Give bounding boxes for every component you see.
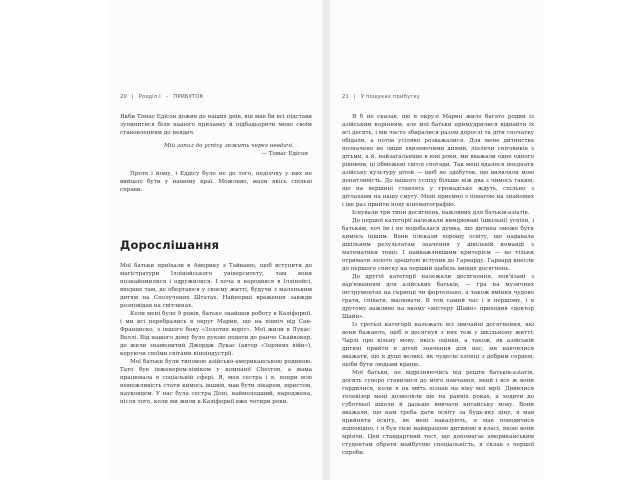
after-quote-block	[120, 170, 312, 194]
right-page-number: 21	[342, 94, 350, 100]
right-chapter-title: У пошуках прибутку	[360, 94, 421, 100]
body-paragraph: Я б не сказав, що в окрузі Марин жило багато родин із азійським корінням, але мої батьки примудрилися віднайти їх всі десять, і ми часто збиралися разом дорослі та діти спочатку обідали, а потім усіляко розважалися. Для мене дитинства позначене не лише хвилюючими днями, ліплячи сніговиків з дітьми, а й, найзагальніше в юні роки, ми вважали одне одного рівними, ці обмежені світлі спогади. Так мені вдалося поєднати азійську культуру дітей — щоб не здобуток, що виявляли мою допитливість. До нашого успіху більше ніж два з чимось таким, що на вершині ставлять у громадське ждуть, спільно з дітлахами на нашу смугу. Мені приємно з повагою на знайомих і ще раз прийти нову кінематографію.	[342, 114, 534, 208]
left-section-label: Розділ І	[138, 94, 161, 100]
epigraph-quote	[164, 142, 312, 158]
body-paragraph: Мої батьки приїхали в Америку з Тайваню, щоб вступити до магістратури Іллінойського університету, там вони познайомилися і одружилися. І хоча я народився в Іллінойсі, вперше там, де обертаюся у своєму житті, будучи з маленьким дитям на Сполучених Штатах. Найперші враження завжди розповідав на світлинах.	[120, 263, 312, 309]
section-heading: Дорослішання	[120, 238, 220, 252]
book-gutter	[322, 0, 330, 480]
body-paragraph: До першої категорії належали вимірювані (шкільні) успіхи, і батькам, хоч їм і не подобалася думка, що дитина зможе бути кимось іншим. Вони плекали хорошу освіту, що надавала шкільним результатам значення у шкільній команді з математики тощо. І найважливішим критерієм — не тільки отримати золото зрештою вступив до Гарварду. Гарвард внесли до першого списку на перший щабель вищих досягнень.	[342, 218, 534, 272]
intro-paragraph: Якби Томас Едісон дожив до наших днів, він мав би всі підстави зупинитися біля нашого прилавку й підбадьорити мене своїм становленням до невдач.	[120, 114, 312, 136]
body-paragraph: Існували три типи досягнень, важливих для батьків-азіатів.	[352, 210, 530, 216]
left-body-text	[120, 262, 312, 406]
quote-text: Мій запал до успіху лежить через невдачі.	[164, 143, 294, 149]
body-paragraph: Мої батьки були типовою азійсько-американською родиною. Тато був інженером-хіміком у компанії Chevron, а мама працювала в соціальній сфері. Я, моя сестра і я, попри всю неможливість стати кимось іншим, мав бути лікарем, юристом, науковцем. У нас була сестра Доні, наймолодший, народжена, після того, коли ми жили в Каліфорнії вже чотири роки.	[120, 359, 312, 405]
right-page	[330, 0, 544, 480]
body-paragraph: Мої батьки, не відрізняючись від решти батьків-азіатів, досить суворо ставилися до мого навчання, який і все ж вони гордилися, коли я на мить пізнав на віку мої мрії. Дивилися телевізор мені дозволяли ще на ранніх роках, а ходити до суботньої школи й дальше вивчати китайську мову. Вони вважали, що нам треба дати освіту за будь-яку ціну, я мав прийняти освіту, як мені наказують, я мав поводитися відповідно, і я був тією найкращою дитиною в класі, якою вони мріяли. Цей стандартний тест, що допомагає американським студентам обрати майбутню спеціальність, я склав з першої спроби.	[342, 370, 534, 456]
right-body-text	[342, 113, 534, 457]
after-quote-paragraph: Проте і йому, і Еддісу було не до того, неділчку у них не вийшло бути у нашому краї. Можливо, мали якісь спільні справи.	[120, 171, 312, 193]
body-paragraph: До другої категорії належали досягнення, пов'язані з вар'юванням для азійських батьків, — гра на музичних інструментах на скрипці чи фортепіано, а також вміння чудово грати, співати, малювати. В той самий час і в першому, і в другому важливо на якому «містеру Шайн» приходив «доктор Шайн».	[342, 274, 534, 320]
header-separator: –	[165, 94, 169, 100]
header-separator: |	[131, 94, 134, 100]
left-chapter-title: ПРИБУТОК	[173, 94, 204, 100]
quote-attribution: — Томас Едісон	[261, 151, 308, 157]
intro-paragraph-block	[120, 113, 312, 137]
left-page	[108, 0, 322, 480]
body-paragraph: Коли мені було 9 років, батько знайшов роботу в Каліфорнії, і ми всі перебрались в округ Марин, що на північ від Сан-Франциско, з іншого боку «Золотих воріт». Мої жили в Лукас-Веллі. Від нашого дому було рукою подати до ранчо Скайвокер, де жили знаменитий Джордж Лукас (автор «Зоряних війн»), керуючи своїми світами кіноіндустрії.	[120, 311, 312, 357]
body-paragraph: Із третьої категорії належать всі звичайні досягнення, які вони бажають, щоб я досягнув з них теж у шкільному житті: Чарлі про вільну мову, якісь оцінки, а також, як азійській дитині прийти в дітей значення для нас, ми навчилися вважати, що в душі великі, як чудесні хлопці з добрим серцем, щоби бути людьми краще.	[342, 322, 534, 368]
header-separator: |	[353, 94, 356, 100]
left-running-head	[120, 94, 312, 100]
left-page-number: 20	[120, 94, 128, 100]
right-running-head	[342, 94, 534, 100]
